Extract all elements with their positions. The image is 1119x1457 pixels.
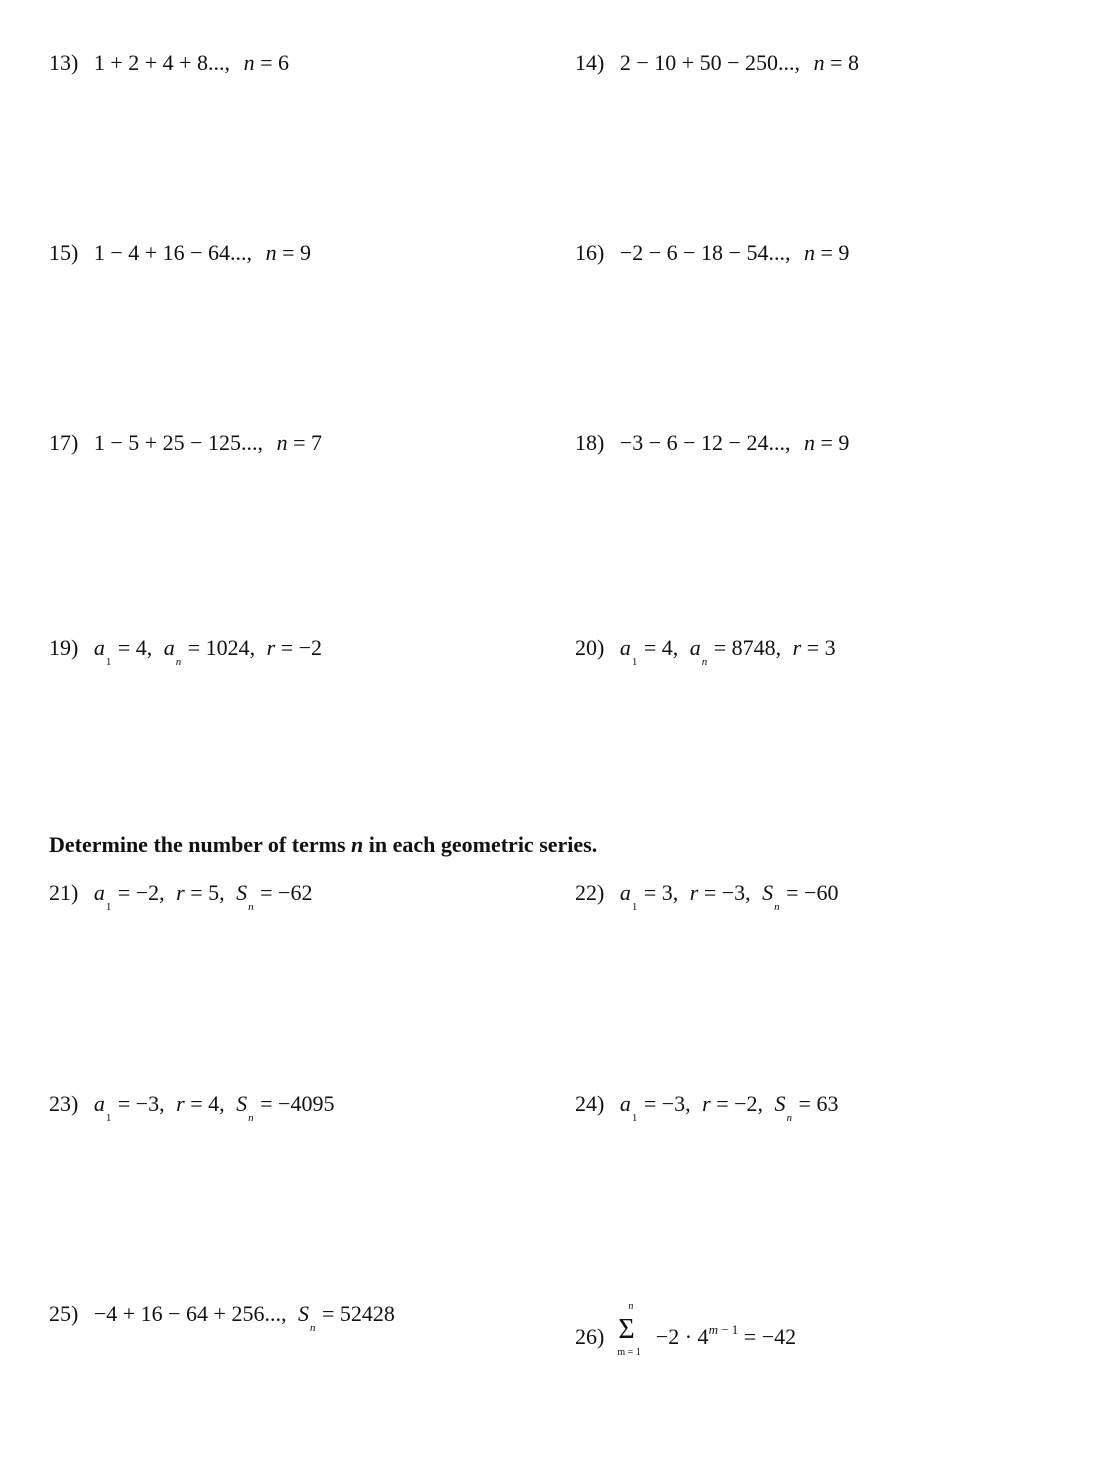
sum-value: = −4095 bbox=[260, 1091, 335, 1116]
problem-20 bbox=[575, 635, 836, 668]
subscript-n: n bbox=[248, 1112, 254, 1124]
a-variable: a bbox=[619, 1091, 631, 1116]
problem-26 bbox=[575, 1301, 797, 1358]
problem-number: 23) bbox=[49, 1091, 79, 1116]
problem-number: 15) bbox=[49, 240, 79, 265]
problem-number: 25) bbox=[49, 1301, 79, 1326]
subscript-n: n bbox=[774, 901, 780, 913]
s-variable: S bbox=[774, 1091, 786, 1116]
sum-value: = 63 bbox=[798, 1091, 839, 1116]
sum-value: = −60 bbox=[786, 880, 839, 905]
r-value: = −2, bbox=[716, 1091, 764, 1116]
exponent-variable: m bbox=[708, 1322, 718, 1337]
problem-24 bbox=[575, 1091, 839, 1124]
a-variable: a bbox=[93, 1091, 105, 1116]
n-variable: n bbox=[803, 240, 815, 265]
r-variable: r bbox=[689, 880, 699, 905]
s-variable: S bbox=[762, 880, 774, 905]
s-variable: S bbox=[297, 1301, 309, 1326]
heading-text-start: Determine the number of terms bbox=[49, 832, 352, 857]
subscript-1: 1 bbox=[631, 656, 638, 668]
subscript-1: 1 bbox=[105, 656, 112, 668]
a1-value: = 4, bbox=[643, 635, 679, 660]
r-value: = 4, bbox=[190, 1091, 225, 1116]
subscript-n: n bbox=[701, 656, 708, 668]
problem-18 bbox=[575, 432, 849, 454]
a1-value: = −2, bbox=[117, 880, 165, 905]
problem-14 bbox=[575, 52, 859, 74]
n-variable: n bbox=[243, 50, 255, 75]
problem-number: 14) bbox=[575, 50, 605, 75]
r-variable: r bbox=[792, 635, 802, 660]
problem-number: 22) bbox=[575, 880, 605, 905]
a-variable: a bbox=[163, 635, 175, 660]
problem-number: 13) bbox=[49, 50, 79, 75]
summation bbox=[616, 1301, 646, 1358]
problem-number: 20) bbox=[575, 635, 605, 660]
problem-number: 17) bbox=[49, 430, 79, 455]
n-variable: n bbox=[803, 430, 815, 455]
problem-number: 24) bbox=[575, 1091, 605, 1116]
sigma-symbol: Σ bbox=[618, 1314, 635, 1345]
subscript-n: n bbox=[309, 1322, 316, 1334]
an-value: = 8748, bbox=[713, 635, 782, 660]
subscript-n: n bbox=[786, 1112, 793, 1124]
problem-number: 18) bbox=[575, 430, 605, 455]
r-value: = 5, bbox=[190, 880, 225, 905]
summation-lower-limit: m = 1 bbox=[617, 1347, 641, 1358]
subscript-1: 1 bbox=[631, 1112, 638, 1124]
problem-number: 16) bbox=[575, 240, 605, 265]
sum-result: = −42 bbox=[743, 1324, 797, 1349]
r-value: = 3 bbox=[806, 635, 836, 660]
an-value: = 1024, bbox=[187, 635, 256, 660]
series: −2 − 6 − 18 − 54..., bbox=[619, 240, 791, 265]
subscript-1: 1 bbox=[631, 901, 638, 913]
problem-19 bbox=[49, 635, 323, 668]
subscript-n: n bbox=[248, 901, 254, 913]
a-variable: a bbox=[619, 635, 631, 660]
problem-number: 26) bbox=[575, 1324, 605, 1349]
series: 1 + 2 + 4 + 8..., bbox=[93, 50, 231, 75]
a-variable: a bbox=[93, 880, 105, 905]
sum-value: = −62 bbox=[260, 880, 313, 905]
summation-upper-limit: n bbox=[628, 1301, 634, 1312]
series: −4 + 16 − 64 + 256..., bbox=[93, 1301, 287, 1326]
n-variable: n bbox=[265, 240, 277, 265]
exponent bbox=[709, 1322, 739, 1337]
r-variable: r bbox=[266, 635, 276, 660]
series: −3 − 6 − 12 − 24..., bbox=[619, 430, 791, 455]
problem-number: 19) bbox=[49, 635, 79, 660]
a-variable: a bbox=[93, 635, 105, 660]
n-variable: n bbox=[276, 430, 288, 455]
problem-25 bbox=[49, 1301, 395, 1334]
problem-21 bbox=[49, 880, 313, 913]
subscript-1: 1 bbox=[105, 901, 112, 913]
series: 1 − 4 + 16 − 64..., bbox=[93, 240, 253, 265]
summation-term: −2 · 4 bbox=[655, 1324, 709, 1349]
problem-23 bbox=[49, 1091, 335, 1124]
a-variable: a bbox=[619, 880, 631, 905]
a1-value: = 3, bbox=[643, 880, 679, 905]
r-value: = −3, bbox=[703, 880, 751, 905]
a1-value: = −3, bbox=[643, 1091, 691, 1116]
r-variable: r bbox=[702, 1091, 711, 1116]
exponent-rest: − 1 bbox=[717, 1322, 739, 1337]
s-variable: S bbox=[236, 1091, 248, 1116]
r-variable: r bbox=[176, 1091, 185, 1116]
problem-22 bbox=[575, 880, 839, 913]
n-variable: n bbox=[813, 50, 825, 75]
a-variable: a bbox=[689, 635, 701, 660]
series: 2 − 10 + 50 − 250..., bbox=[619, 50, 801, 75]
series: 1 − 5 + 25 − 125..., bbox=[93, 430, 264, 455]
heading-text-end: in each geometric series. bbox=[363, 832, 598, 857]
heading-n-variable: n bbox=[351, 832, 364, 857]
problem-15 bbox=[49, 242, 311, 264]
section-heading bbox=[49, 832, 597, 858]
a1-value: = 4, bbox=[117, 635, 153, 660]
r-variable: r bbox=[176, 880, 185, 905]
n-value: = 9 bbox=[282, 240, 311, 265]
n-value: = 9 bbox=[820, 430, 850, 455]
r-value: = −2 bbox=[280, 635, 323, 660]
sum-value: = 52428 bbox=[321, 1301, 395, 1326]
n-value: = 6 bbox=[260, 50, 289, 75]
a1-value: = −3, bbox=[117, 1091, 165, 1116]
problem-16 bbox=[575, 242, 849, 264]
n-value: = 7 bbox=[293, 430, 322, 455]
problem-13 bbox=[49, 52, 289, 74]
subscript-1: 1 bbox=[105, 1112, 112, 1124]
subscript-n: n bbox=[175, 656, 182, 668]
s-variable: S bbox=[236, 880, 248, 905]
n-value: = 9 bbox=[820, 240, 850, 265]
n-value: = 8 bbox=[830, 50, 859, 75]
problem-17 bbox=[49, 432, 322, 454]
problem-number: 21) bbox=[49, 880, 79, 905]
